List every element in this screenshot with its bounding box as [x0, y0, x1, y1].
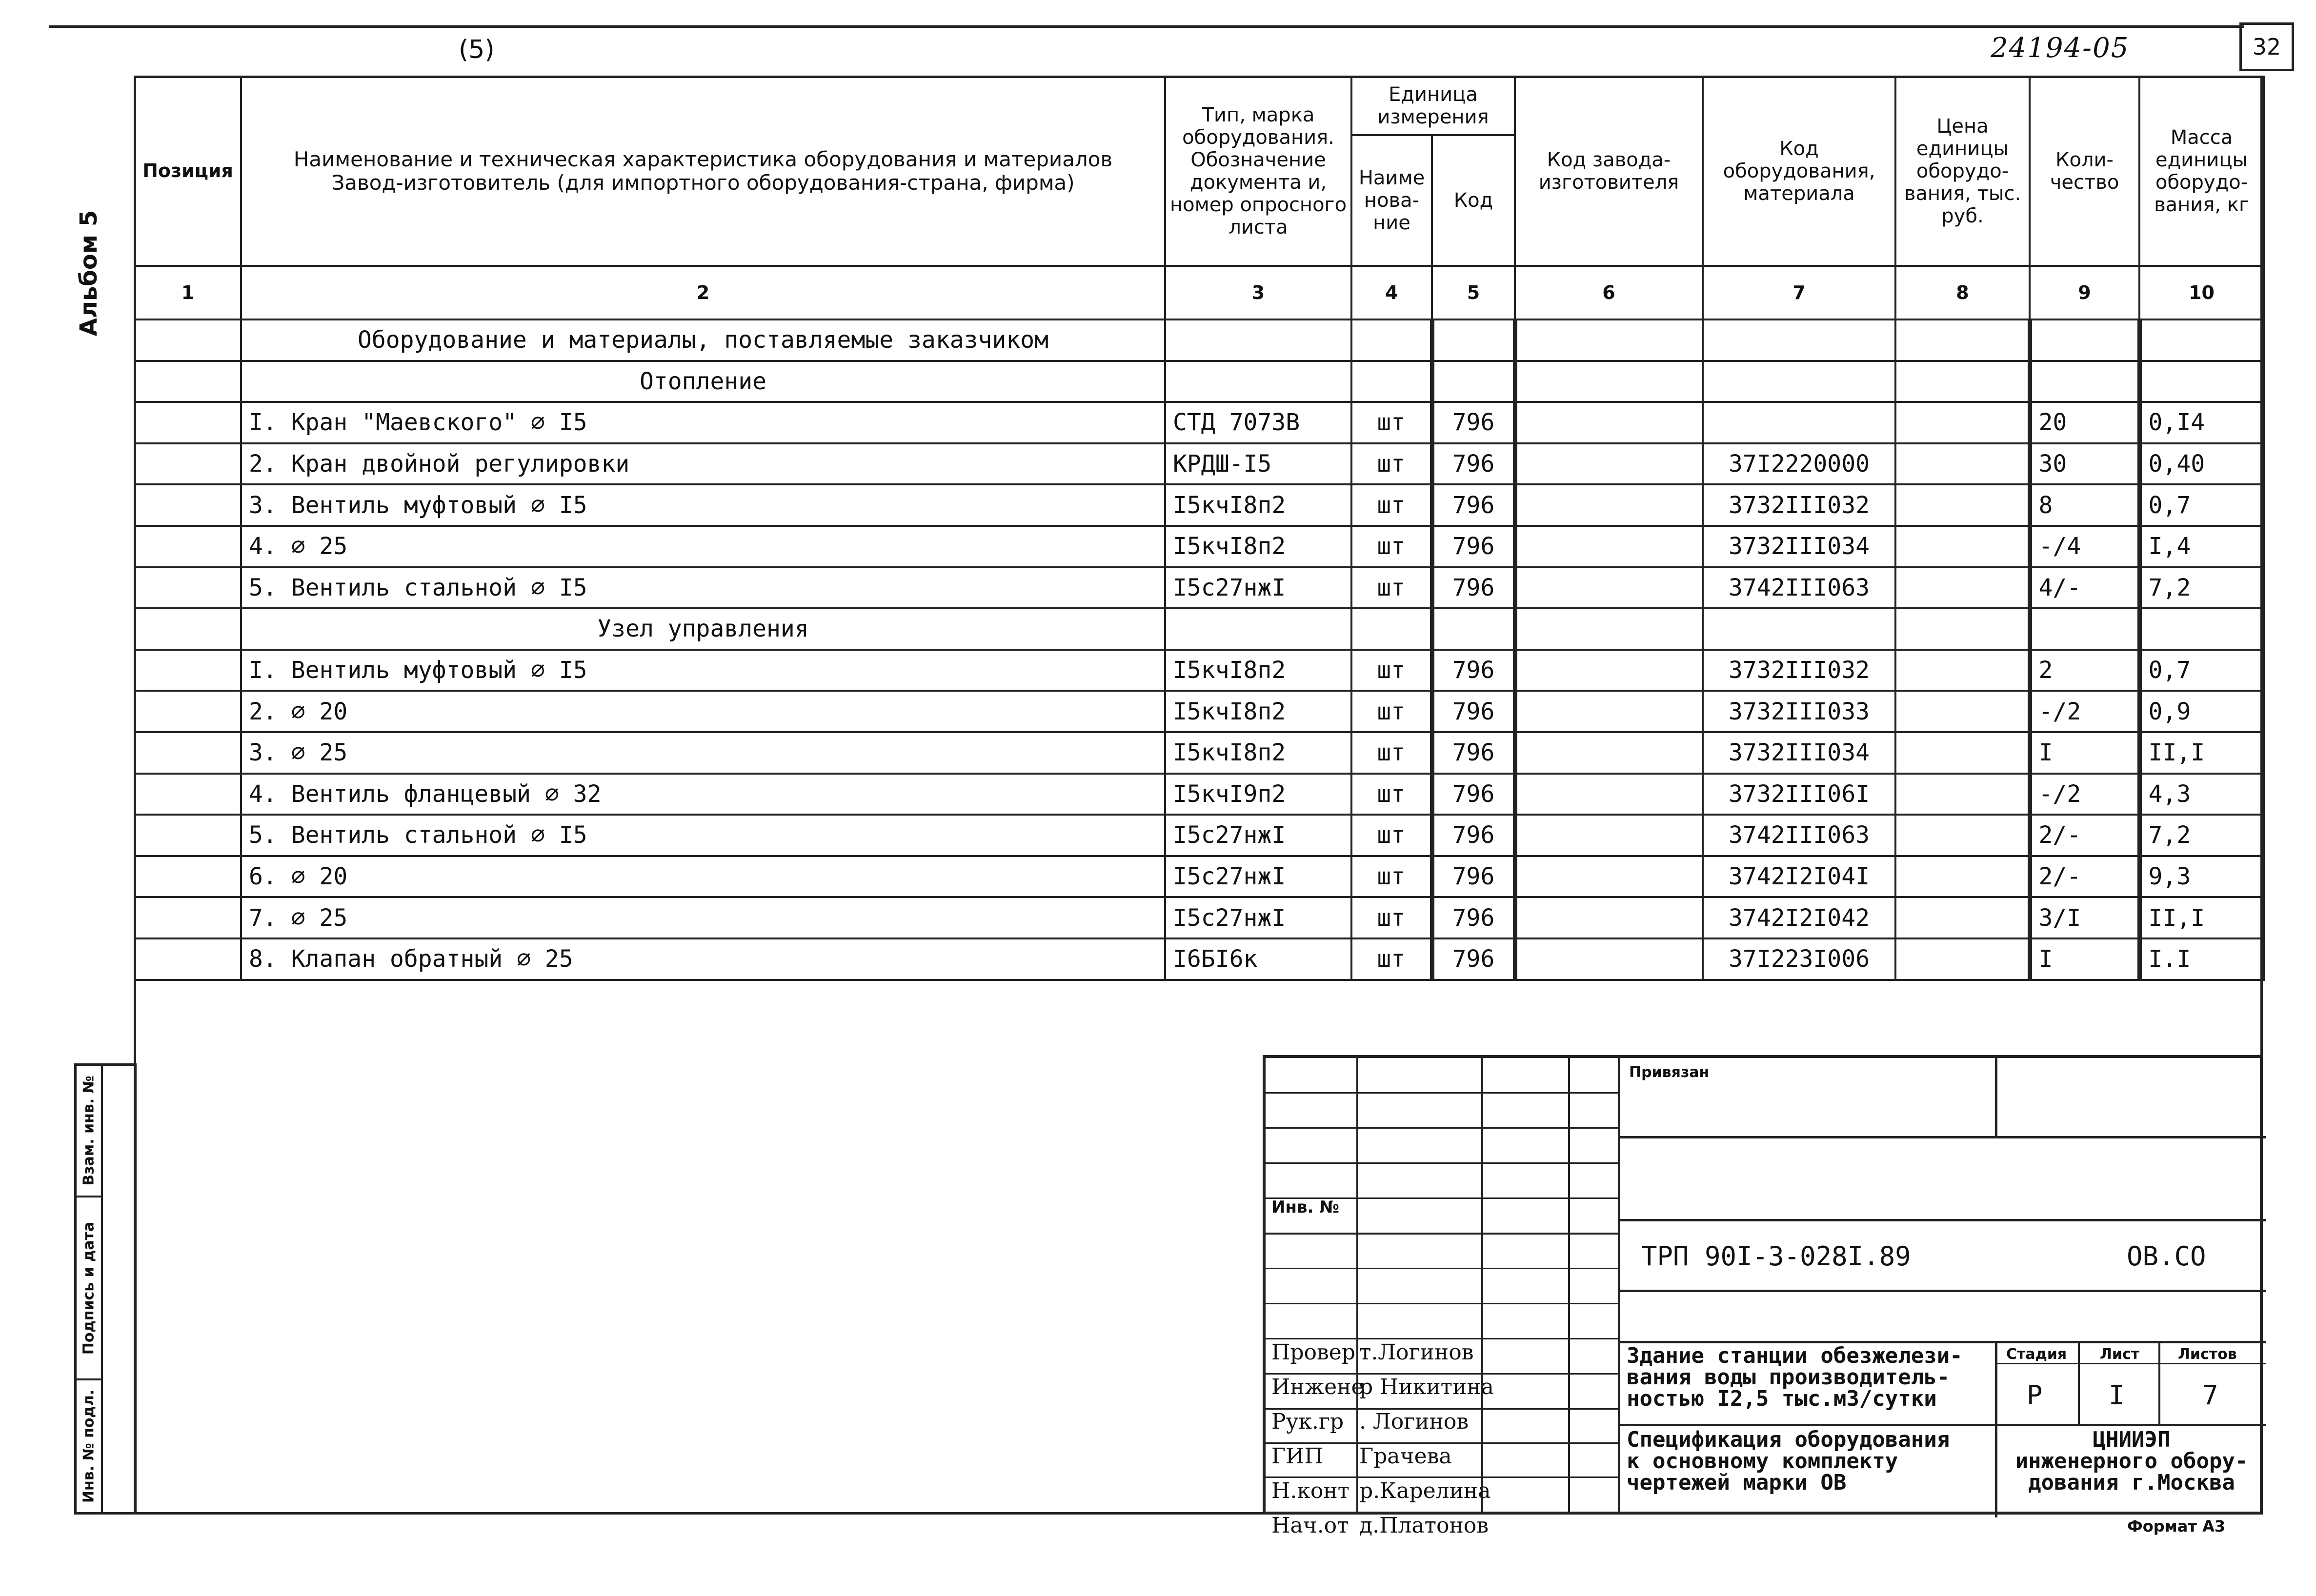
specification-table	[134, 76, 2265, 981]
cell-position	[135, 856, 241, 898]
section-row	[135, 608, 2264, 650]
cell-position	[135, 691, 241, 732]
col-number: 4	[1351, 266, 1432, 319]
side-inv-podl-label: Инв. № подл.	[80, 1389, 98, 1503]
cell-name: I. Вентиль муфтовый ∅ I5	[241, 650, 1165, 691]
cell-unit-code: 796	[1432, 938, 1515, 980]
cell-type: I5с27нжI	[1165, 897, 1351, 938]
table-row	[135, 897, 2264, 938]
header-type: Тип, марка оборудования. Обозначение документа и, номер опросного листа	[1165, 77, 1351, 266]
cell-price	[1895, 897, 2030, 938]
cell-equip-code: 37I223I006	[1703, 938, 1895, 980]
cell-maker-code	[1515, 402, 1703, 443]
cell-qty: 2/-	[2030, 856, 2139, 898]
side-podpis-label: Подпись и дата	[80, 1221, 98, 1355]
cell-unit: шт	[1351, 691, 1432, 732]
cell-name: 3. ∅ 25	[241, 732, 1165, 774]
side-vzam-label: Взам. инв. №	[80, 1076, 98, 1186]
table-row	[135, 402, 2264, 443]
cell-type: I5кчI8п2	[1165, 484, 1351, 526]
cell-unit-code: 796	[1432, 732, 1515, 774]
cell-unit: шт	[1351, 650, 1432, 691]
cell-unit: шт	[1351, 815, 1432, 856]
cell-mass: I,4	[2139, 526, 2264, 567]
cell-mass: 0,7	[2139, 650, 2264, 691]
cell-equip-code	[1703, 608, 1895, 650]
signature-name: т.Логинов	[1359, 1340, 1474, 1365]
cell-unit: шт	[1351, 897, 1432, 938]
cell-name: 7. ∅ 25	[241, 897, 1165, 938]
doc-number: 24194-05	[1991, 32, 2130, 64]
page-number: 32	[2239, 22, 2294, 71]
cell-equip-code	[1703, 361, 1895, 402]
cell-maker-code	[1515, 319, 1703, 361]
cell-position	[135, 361, 241, 402]
signature-role: Нач.от	[1271, 1513, 1349, 1538]
cell-price	[1895, 402, 2030, 443]
cell-maker-code	[1515, 650, 1703, 691]
cell-name: 5. Вентиль стальной ∅ I5	[241, 815, 1165, 856]
cell-type: I5с27нжI	[1165, 567, 1351, 609]
cell-mass: II,I	[2139, 732, 2264, 774]
stage-value: Р	[2027, 1380, 2043, 1411]
cell-unit: шт	[1351, 567, 1432, 609]
cell-equip-code: 3742I2I04I	[1703, 856, 1895, 898]
header-unit: Единица измерения	[1351, 77, 1515, 135]
cell-name: 6. ∅ 20	[241, 856, 1165, 898]
cell-qty: 3/I	[2030, 897, 2139, 938]
cell-unit: шт	[1351, 774, 1432, 815]
drawing-mark: ОВ.СО	[2127, 1241, 2206, 1272]
cell-unit: шт	[1351, 526, 1432, 567]
col-number: 2	[241, 266, 1165, 319]
header-maker-code: Код завода-изготовителя	[1515, 77, 1703, 266]
cell-mass	[2139, 361, 2264, 402]
cell-maker-code	[1515, 608, 1703, 650]
cell-unit: шт	[1351, 856, 1432, 898]
cell-qty: I	[2030, 732, 2139, 774]
inv-no-label: Инв. №	[1271, 1197, 1340, 1217]
cell-unit: шт	[1351, 402, 1432, 443]
cell-price	[1895, 526, 2030, 567]
stage-label: Стадия	[2006, 1346, 2067, 1363]
side-inv-podl	[77, 1380, 101, 1512]
cell-position	[135, 815, 241, 856]
side-podpis	[77, 1197, 101, 1380]
cell-unit-code: 796	[1432, 650, 1515, 691]
cell-mass: 4,3	[2139, 774, 2264, 815]
cell-type: I5кчI8п2	[1165, 526, 1351, 567]
section-title: Отопление	[241, 361, 1165, 402]
signature-role: Инжене	[1271, 1375, 1364, 1399]
cell-unit-code: 796	[1432, 402, 1515, 443]
cell-maker-code	[1515, 897, 1703, 938]
cell-qty: 8	[2030, 484, 2139, 526]
table-row	[135, 443, 2264, 485]
album-label: Альбом 5	[75, 210, 102, 337]
cell-type	[1165, 361, 1351, 402]
cell-price	[1895, 856, 2030, 898]
cell-mass: II,I	[2139, 897, 2264, 938]
cell-type	[1165, 608, 1351, 650]
col-number: 6	[1515, 266, 1703, 319]
col-number: 8	[1895, 266, 2030, 319]
table-row	[135, 732, 2264, 774]
cell-unit-code: 796	[1432, 526, 1515, 567]
cell-mass: 7,2	[2139, 815, 2264, 856]
project-code: ТРП 90I-3-028I.89	[1641, 1241, 1911, 1272]
cell-type	[1165, 319, 1351, 361]
signature-name: д.Платонов	[1359, 1513, 1489, 1538]
doc-line1: Спецификация оборудования	[1627, 1427, 1950, 1452]
cell-qty: 20	[2030, 402, 2139, 443]
cell-price	[1895, 691, 2030, 732]
header-unit-name: Наиме нова- ние	[1351, 135, 1432, 266]
cell-price	[1895, 567, 2030, 609]
cell-position	[135, 608, 241, 650]
cell-position	[135, 650, 241, 691]
org-line3: дования г.Москва	[2028, 1470, 2235, 1495]
cell-unit: шт	[1351, 938, 1432, 980]
cell-unit-code	[1432, 319, 1515, 361]
cell-name: I. Кран "Маевского" ∅ I5	[241, 402, 1165, 443]
cell-name: 4. Вентиль фланцевый ∅ 32	[241, 774, 1165, 815]
header-name-line1: Наименование и техническая характеристика оборудования и материалов	[293, 147, 1113, 171]
cell-position	[135, 938, 241, 980]
cell-name: 8. Клапан обратный ∅ 25	[241, 938, 1165, 980]
cell-name: 4. ∅ 25	[241, 526, 1165, 567]
cell-mass: 9,3	[2139, 856, 2264, 898]
cell-maker-code	[1515, 938, 1703, 980]
format-label: Формат А3	[2127, 1517, 2226, 1536]
cell-position	[135, 443, 241, 485]
cell-unit-code	[1432, 361, 1515, 402]
cell-unit: шт	[1351, 484, 1432, 526]
side-stamp-divider	[101, 1066, 103, 1512]
cell-unit: шт	[1351, 732, 1432, 774]
cell-price	[1895, 732, 2030, 774]
cell-type: I5кчI8п2	[1165, 691, 1351, 732]
cell-qty: 2/-	[2030, 815, 2139, 856]
cell-equip-code: 3732III034	[1703, 732, 1895, 774]
section-title: Узел управления	[241, 608, 1165, 650]
col-number: 5	[1432, 266, 1515, 319]
cell-unit	[1351, 319, 1432, 361]
cell-name: 2. ∅ 20	[241, 691, 1165, 732]
table-row	[135, 567, 2264, 609]
cell-unit-code: 796	[1432, 774, 1515, 815]
cell-price	[1895, 938, 2030, 980]
cell-unit: шт	[1351, 443, 1432, 485]
org-line2: инженерного обору-	[2015, 1449, 2248, 1474]
cell-equip-code: 3732III034	[1703, 526, 1895, 567]
cell-unit-code: 796	[1432, 815, 1515, 856]
cell-unit-code: 796	[1432, 484, 1515, 526]
cell-type: I5с27нжI	[1165, 815, 1351, 856]
cell-mass	[2139, 319, 2264, 361]
cell-type: I5кчI8п2	[1165, 650, 1351, 691]
header-name	[241, 77, 1165, 266]
cell-equip-code: 3742III063	[1703, 815, 1895, 856]
cell-maker-code	[1515, 856, 1703, 898]
cell-position	[135, 774, 241, 815]
side-vzam	[77, 1066, 101, 1197]
signature-role: Н.конт	[1271, 1478, 1350, 1503]
cell-unit-code: 796	[1432, 443, 1515, 485]
title-line2: вания воды производитель-	[1627, 1365, 1950, 1390]
cell-position	[135, 319, 241, 361]
table-row	[135, 526, 2264, 567]
cell-maker-code	[1515, 774, 1703, 815]
cell-name: 5. Вентиль стальной ∅ I5	[241, 567, 1165, 609]
cell-equip-code: 3732III06I	[1703, 774, 1895, 815]
cell-price	[1895, 608, 2030, 650]
cell-equip-code: 3732III032	[1703, 484, 1895, 526]
section-title: Оборудование и материалы, поставляемые заказчиком	[241, 319, 1165, 361]
cell-qty	[2030, 319, 2139, 361]
cell-type: I5кчI9п2	[1165, 774, 1351, 815]
cell-type: I5с27нжI	[1165, 856, 1351, 898]
cell-equip-code: 3732III032	[1703, 650, 1895, 691]
cell-qty: 2	[2030, 650, 2139, 691]
cell-qty: -/4	[2030, 526, 2139, 567]
org-line1: ЦНИИЭП	[2093, 1427, 2171, 1452]
cell-name: 3. Вентиль муфтовый ∅ I5	[241, 484, 1165, 526]
table-row	[135, 774, 2264, 815]
signature-role: Рук.гр	[1271, 1409, 1344, 1434]
doc-line2: к основному комплекту	[1627, 1449, 1898, 1474]
cell-unit-code: 796	[1432, 691, 1515, 732]
cell-position	[135, 732, 241, 774]
cell-position	[135, 897, 241, 938]
header-row	[135, 77, 2264, 135]
table-row	[135, 691, 2264, 732]
cell-qty: -/2	[2030, 691, 2139, 732]
sheets-label: Листов	[2178, 1346, 2237, 1363]
side-stamp	[74, 1063, 137, 1515]
cell-unit-code: 796	[1432, 567, 1515, 609]
top-rule	[49, 25, 2244, 28]
header-position: Позиция	[135, 77, 241, 266]
header-equip-code: Код оборудования, материала	[1703, 77, 1895, 266]
cell-unit	[1351, 608, 1432, 650]
col-number: 10	[2139, 266, 2264, 319]
cell-position	[135, 526, 241, 567]
cell-equip-code: 3732III033	[1703, 691, 1895, 732]
section-row	[135, 361, 2264, 402]
cell-maker-code	[1515, 443, 1703, 485]
title-line3: ностью I2,5 тыс.м3/сутки	[1627, 1386, 1937, 1411]
table-row	[135, 484, 2264, 526]
cell-mass: 0,40	[2139, 443, 2264, 485]
col-number: 1	[135, 266, 241, 319]
cell-price	[1895, 443, 2030, 485]
cell-price	[1895, 650, 2030, 691]
cell-maker-code	[1515, 361, 1703, 402]
table-row	[135, 856, 2264, 898]
section-row	[135, 319, 2264, 361]
cell-qty: -/2	[2030, 774, 2139, 815]
cell-position	[135, 567, 241, 609]
signature-name: Грачева	[1359, 1444, 1452, 1469]
cell-mass: I.I	[2139, 938, 2264, 980]
cell-qty: 30	[2030, 443, 2139, 485]
sheet-top-number: (5)	[459, 35, 495, 64]
header-qty: Коли- чество	[2030, 77, 2139, 266]
cell-mass: 0,9	[2139, 691, 2264, 732]
cell-unit-code	[1432, 608, 1515, 650]
cell-unit-code: 796	[1432, 897, 1515, 938]
cell-type: КРДШ-I5	[1165, 443, 1351, 485]
cell-mass: 0,7	[2139, 484, 2264, 526]
signature-role: ГИП	[1271, 1444, 1323, 1469]
col-number: 9	[2030, 266, 2139, 319]
sheet-label: Лист	[2100, 1346, 2140, 1363]
cell-price	[1895, 774, 2030, 815]
cell-price	[1895, 361, 2030, 402]
cell-unit-code: 796	[1432, 856, 1515, 898]
privyazan-label: Привязан	[1629, 1064, 1710, 1081]
table-row	[135, 938, 2264, 980]
header-name-line2: Завод-изготовитель (для импортного оборудования-страна, фирма)	[331, 171, 1075, 195]
cell-maker-code	[1515, 526, 1703, 567]
cell-maker-code	[1515, 732, 1703, 774]
header-price: Цена единицы оборудо- вания, тыс. руб.	[1895, 77, 2030, 266]
cell-equip-code: 3742I2I042	[1703, 897, 1895, 938]
cell-name: 2. Кран двойной регулировки	[241, 443, 1165, 485]
cell-type: СТД 7073В	[1165, 402, 1351, 443]
cell-position	[135, 484, 241, 526]
cell-mass: 0,I4	[2139, 402, 2264, 443]
cell-price	[1895, 815, 2030, 856]
signature-name: р.Карелина	[1359, 1478, 1491, 1503]
doc-line3: чертежей марки ОВ	[1627, 1470, 1847, 1495]
table-row	[135, 650, 2264, 691]
cell-qty: 4/-	[2030, 567, 2139, 609]
cell-maker-code	[1515, 815, 1703, 856]
cell-mass	[2139, 608, 2264, 650]
cell-price	[1895, 319, 2030, 361]
cell-equip-code	[1703, 319, 1895, 361]
cell-price	[1895, 484, 2030, 526]
table-row	[135, 815, 2264, 856]
cell-mass: 7,2	[2139, 567, 2264, 609]
col-number: 3	[1165, 266, 1351, 319]
cell-qty	[2030, 608, 2139, 650]
col-number: 7	[1703, 266, 1895, 319]
sheets-value: 7	[2202, 1380, 2218, 1411]
header-unit-code: Код	[1432, 135, 1515, 266]
title-line1: Здание станции обезжелези-	[1627, 1343, 1963, 1368]
cell-equip-code: 3742III063	[1703, 567, 1895, 609]
cell-maker-code	[1515, 484, 1703, 526]
cell-qty: I	[2030, 938, 2139, 980]
cell-position	[135, 402, 241, 443]
signature-name: . Логинов	[1359, 1409, 1469, 1434]
signature-name: р Никитина	[1359, 1375, 1494, 1399]
cell-unit	[1351, 361, 1432, 402]
cell-equip-code	[1703, 402, 1895, 443]
cell-type: I5кчI8п2	[1165, 732, 1351, 774]
sheet-value: I	[2109, 1380, 2125, 1411]
cell-equip-code: 37I2220000	[1703, 443, 1895, 485]
cell-maker-code	[1515, 691, 1703, 732]
cell-qty	[2030, 361, 2139, 402]
signature-role: Провер	[1271, 1340, 1356, 1365]
column-number-row	[135, 266, 2264, 319]
header-mass: Масса единицы оборудо- вания, кг	[2139, 77, 2264, 266]
cell-type: I6БI6к	[1165, 938, 1351, 980]
cell-maker-code	[1515, 567, 1703, 609]
